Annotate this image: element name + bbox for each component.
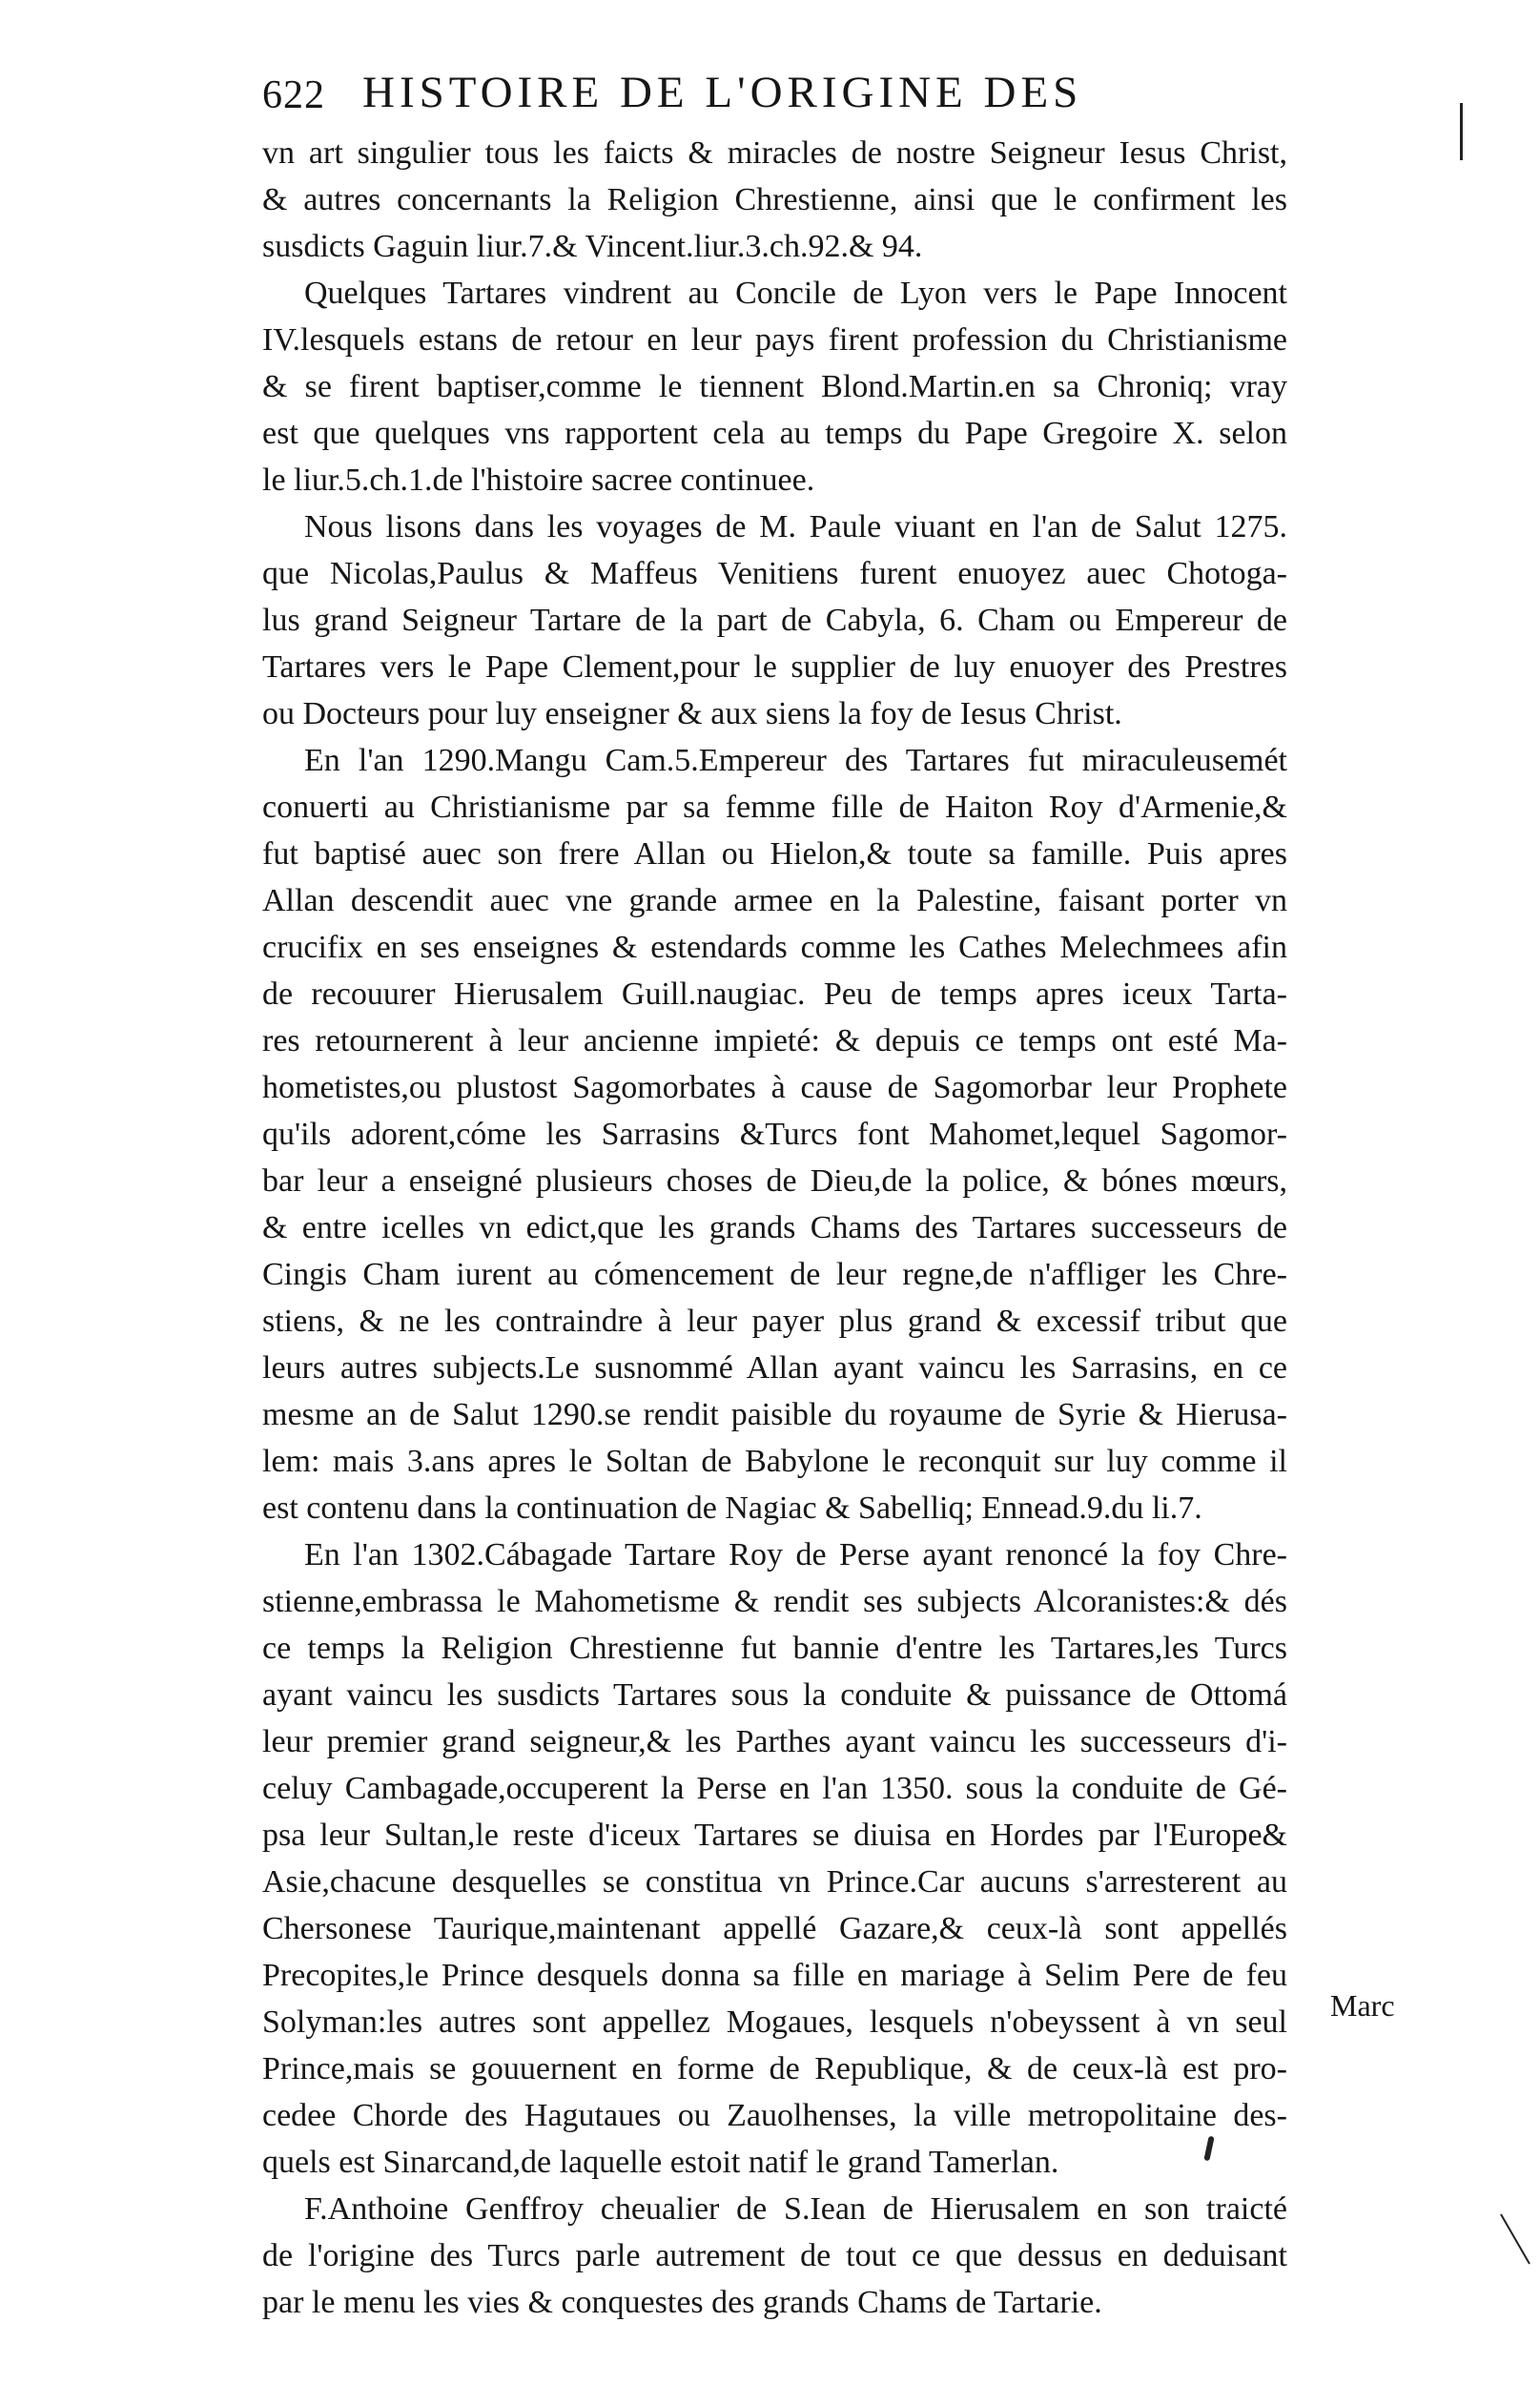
text-line: psa leur Sultan,le reste d'iceux Tartares se diuisa en Hordes par l'Europe& [262,1818,1287,1853]
text-line: fut baptisé auec son frere Allan ou Hielon,& toute sa famille. Puis apres [262,836,1287,872]
text-line: Allan descendit auec vne grande armee en la Palestine, faisant porter vn [262,883,1287,918]
text-line: IV.lesquels estans de retour en leur pays firent profession du Christianisme [262,322,1287,358]
text-line: stienne,embrassa le Mahometisme & rendit ses subjects Alcoranistes:& dés [262,1584,1287,1619]
text-line: bar leur a enseigné plusieurs choses de Dieu,de la police, & bónes mœurs, [262,1163,1287,1199]
text-line: quels est Sinarcand,de laquelle estoit natif le grand Tamerlan. [262,2145,1059,2180]
text-line: Chersonese Taurique,maintenant appellé Gazare,& ceux-là sont appellés [262,1911,1287,1946]
text-line: res retournerent à leur ancienne impieté: & depuis ce temps ont esté Ma- [262,1023,1287,1058]
text-line: ce temps la Religion Chrestienne fut bannie d'entre les Tartares,les Turcs [262,1631,1287,1666]
text-line: stiens, & ne les contraindre à leur payer plus grand & excessif tribut que [262,1304,1287,1339]
text-line: & se firent baptiser,comme le tiennent Blond.Martin.en sa Chroniq; vray [262,369,1287,404]
page-header [262,67,1283,134]
page-number: 622 [262,73,325,117]
text-line: susdicts Gaguin liur.7.& Vincent.liur.3.ch.92.& 94. [262,229,923,264]
text-line: de l'origine des Turcs parle autrement de tout ce que dessus en deduisant [262,2238,1287,2273]
text-line: lus grand Seigneur Tartare de la part de Cabyla, 6. Cham ou Empereur de [262,603,1287,638]
text-line: mesme an de Salut 1290.se rendit paisible du royaume de Syrie & Hierusa- [262,1397,1287,1432]
text-line: cedee Chorde des Hagutaues ou Zauolhenses, la ville metropolitaine des- [262,2098,1287,2133]
text-line: vn art singulier tous les faicts & miracles de nostre Seigneur Iesus Christ, [262,135,1287,171]
text-line: est contenu dans la continuation de Nagiac & Sabelliq; Ennead.9.du li.7. [262,1490,1202,1526]
running-title: HISTOIRE DE L'ORIGINE DES [362,68,1083,117]
text-line: ou Docteurs pour luy enseigner & aux siens la foy de Iesus Christ. [262,696,1122,731]
text-line: En l'an 1302.Cábagade Tartare Roy de Perse ayant renoncé la foy Chre- [304,1537,1287,1572]
text-line: le liur.5.ch.1.de l'histoire sacree continuee. [262,462,815,498]
text-line: F.Anthoine Genffroy cheualier de S.Iean de Hierusalem en son traicté [304,2191,1287,2227]
text-line: de recouurer Hierusalem Guill.naugiac. Peu de temps apres iceux Tarta- [262,976,1287,1012]
text-line: que Nicolas,Paulus & Maffeus Venitiens furent enuoyez auec Chotoga- [262,556,1287,591]
text-line: Solyman:les autres sont appellez Mogaues, lesquels n'obeyssent à vn seul [262,2004,1287,2040]
body-text [262,130,1287,2326]
text-line: Quelques Tartares vindrent au Concile de Lyon vers le Pape Innocent [304,276,1287,311]
text-line: Nous lisons dans les voyages de M. Paule viuant en l'an de Salut 1275. [304,509,1287,545]
text-line: qu'ils adorent,cóme les Sarrasins &Turcs font Mahomet,lequel Sagomor- [262,1117,1287,1152]
text-line: crucifix en ses enseignes & estendards comme les Cathes Melechmees afin [262,930,1287,965]
text-line: leurs autres subjects.Le susnommé Allan ayant vaincu les Sarrasins, en ce [262,1350,1287,1386]
text-line: Precopites,le Prince desquels donna sa fille en mariage à Selim Pere de feu [262,1958,1287,1993]
text-line: Prince,mais se gouuernent en forme de Republique, & de ceux-là est pro- [262,2051,1287,2086]
text-line: ayant vaincu les susdicts Tartares sous la conduite & puissance de Ottomá [262,1677,1287,1713]
text-line: Tartares vers le Pape Clement,pour le supplier de luy enuoyer des Prestres [262,649,1287,685]
text-line: Cingis Cham iurent au cómencement de leur regne,de n'affliger les Chre- [262,1257,1287,1292]
text-line: conuerti au Christianisme par sa femme fille de Haiton Roy d'Armenie,& [262,790,1287,825]
margin-rule [1460,103,1463,160]
text-line: En l'an 1290.Mangu Cam.5.Empereur des Tartares fut miraculeusemét [304,743,1287,778]
text-line: lem: mais 3.ans apres le Soltan de Babylone le reconquit sur luy comme il [262,1444,1287,1479]
text-line: & entre icelles vn edict,que les grands Chams des Tartares successeurs de [262,1210,1287,1245]
margin-rule [1500,2214,1530,2265]
text-line: par le menu les vies & conquestes des grands Chams de Tartarie. [262,2285,1102,2320]
catchword: Marc [1330,1988,1395,2023]
text-line: hometistes,ou plustost Sagomorbates à cause de Sagomorbar leur Prophete [262,1070,1287,1105]
text-line: celuy Cambagade,occuperent la Perse en l'an 1350. sous la conduite de Gé- [262,1771,1287,1806]
text-line: est que quelques vns rapportent cela au temps du Pape Gregoire X. selon [262,416,1287,451]
text-line: leur premier grand seigneur,& les Parthes ayant vaincu les successeurs d'i- [262,1724,1287,1759]
text-line: Asie,chacune desquelles se constitua vn Prince.Car aucuns s'arresterent au [262,1864,1287,1900]
text-line: & autres concernants la Religion Chrestienne, ainsi que le confirment les [262,182,1287,217]
